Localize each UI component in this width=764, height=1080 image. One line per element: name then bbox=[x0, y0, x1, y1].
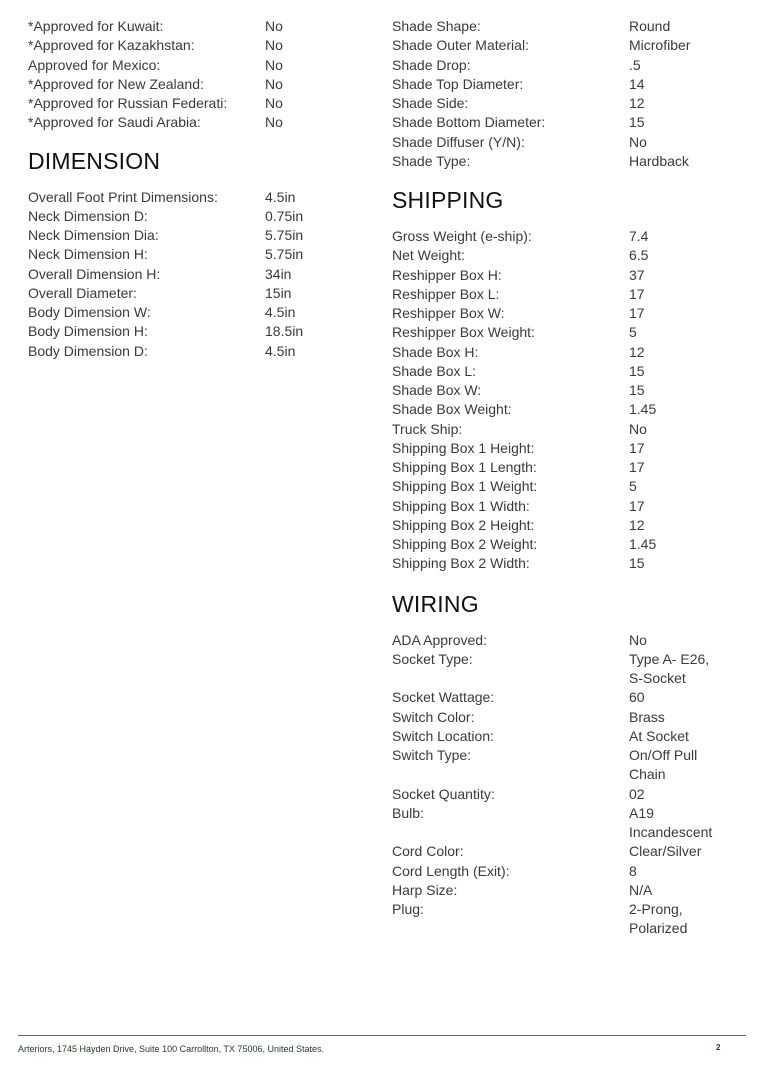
spec-label: Socket Type: bbox=[392, 650, 473, 667]
spec-row bbox=[392, 266, 742, 285]
spec-row bbox=[392, 516, 742, 535]
spec-value: 5 bbox=[629, 478, 637, 495]
spec-value: 17 bbox=[629, 305, 645, 321]
spec-value: 7.4 bbox=[629, 228, 649, 244]
spec-value: 02 bbox=[629, 785, 645, 802]
spec-row bbox=[392, 304, 742, 323]
spec-label: Reshipper Box Weight: bbox=[392, 324, 535, 341]
spec-value: 8 bbox=[629, 862, 637, 879]
wiring-list bbox=[392, 631, 742, 939]
spec-row bbox=[392, 842, 742, 861]
spec-value: On/Off Pull Chain bbox=[629, 747, 698, 783]
spec-label: Reshipper Box L: bbox=[392, 285, 500, 302]
spec-row bbox=[392, 881, 742, 900]
spec-label: Shade Side: bbox=[392, 95, 469, 111]
spec-row bbox=[392, 785, 742, 804]
spec-row bbox=[392, 631, 742, 650]
spec-value: No bbox=[265, 75, 283, 92]
spec-row bbox=[392, 862, 742, 881]
spec-value: No bbox=[265, 18, 283, 34]
spec-row bbox=[392, 727, 742, 746]
spec-value: 18.5in bbox=[265, 323, 304, 340]
spec-row bbox=[392, 75, 742, 94]
spec-row bbox=[392, 708, 742, 727]
spec-value: 15 bbox=[629, 382, 645, 398]
spec-label: Shade Shape: bbox=[392, 18, 481, 34]
spec-row bbox=[392, 535, 742, 554]
spec-label: Switch Type: bbox=[392, 747, 472, 763]
spec-row bbox=[392, 497, 742, 516]
spec-value: 15 bbox=[629, 555, 645, 572]
spec-value: 15 bbox=[629, 362, 645, 379]
spec-label: Shipping Box 2 Weight: bbox=[392, 536, 538, 552]
spec-label: Shipping Box 1 Height: bbox=[392, 439, 535, 456]
spec-label: Overall Dimension H: bbox=[28, 265, 161, 282]
spec-label: Shade Box W: bbox=[392, 382, 482, 398]
spec-row bbox=[28, 226, 368, 245]
spec-value: 0.75in bbox=[265, 207, 304, 224]
spec-row bbox=[392, 400, 742, 419]
spec-row bbox=[392, 420, 742, 439]
spec-value: 1.45 bbox=[629, 401, 657, 418]
spec-label: *Approved for Kuwait: bbox=[28, 18, 164, 34]
spec-row bbox=[392, 285, 742, 304]
spec-value: Hardback bbox=[629, 152, 689, 169]
spec-label: Overall Diameter: bbox=[28, 284, 137, 301]
spec-row bbox=[28, 322, 368, 341]
spec-label: Shade Diffuser (Y/N): bbox=[392, 133, 525, 150]
spec-label: Net Weight: bbox=[392, 247, 465, 264]
spec-label: Cord Length (Exit): bbox=[392, 862, 510, 879]
spec-row bbox=[392, 246, 742, 265]
spec-value: 34in bbox=[265, 265, 292, 282]
spec-row bbox=[392, 554, 742, 573]
spec-label: Socket Wattage: bbox=[392, 689, 495, 706]
spec-label: Reshipper Box H: bbox=[392, 266, 502, 283]
spec-label: Neck Dimension Dia: bbox=[28, 227, 159, 243]
spec-row bbox=[392, 650, 742, 689]
spec-row bbox=[28, 17, 368, 36]
spec-row bbox=[392, 688, 742, 707]
spec-value: At Socket bbox=[629, 727, 689, 744]
spec-value: 6.5 bbox=[629, 247, 649, 264]
spec-label: Shade Outer Material: bbox=[392, 37, 529, 54]
spec-value: 5.75in bbox=[265, 246, 304, 263]
spec-value: Brass bbox=[629, 708, 665, 725]
spec-row bbox=[28, 188, 368, 207]
spec-row bbox=[28, 245, 368, 264]
spec-label: *Approved for Kazakhstan: bbox=[28, 37, 195, 54]
right-column bbox=[392, 17, 742, 939]
spec-label: Shipping Box 2 Height: bbox=[392, 516, 535, 533]
spec-label: Shade Top Diameter: bbox=[392, 75, 524, 92]
spec-label: Shade Drop: bbox=[392, 56, 471, 73]
shipping-list bbox=[392, 227, 742, 574]
approvals-list bbox=[28, 17, 368, 133]
spec-row bbox=[28, 94, 368, 113]
dimension-list bbox=[28, 188, 368, 361]
left-column bbox=[28, 17, 368, 361]
spec-row bbox=[392, 113, 742, 132]
spec-label: Plug: bbox=[392, 901, 424, 917]
spec-label: Switch Location: bbox=[392, 727, 494, 744]
shade-list bbox=[392, 17, 742, 171]
spec-label: Shade Box H: bbox=[392, 343, 479, 360]
spec-value: Round bbox=[629, 18, 671, 34]
spec-value: 17 bbox=[629, 285, 645, 302]
spec-value: A19 Incandescent bbox=[629, 804, 713, 840]
spec-row bbox=[392, 133, 742, 152]
dimension-heading: DIMENSION bbox=[28, 147, 161, 174]
spec-row bbox=[392, 17, 742, 36]
spec-label: Shade Type: bbox=[392, 152, 471, 169]
spec-label: Body Dimension W: bbox=[28, 304, 151, 320]
spec-label: Shipping Box 1 Length: bbox=[392, 459, 537, 475]
spec-value: No bbox=[265, 56, 283, 73]
spec-label: Gross Weight (e-ship): bbox=[392, 228, 532, 244]
spec-label: Bulb: bbox=[392, 804, 424, 821]
spec-value: 12 bbox=[629, 343, 645, 360]
spec-value: Clear/Silver bbox=[629, 843, 702, 860]
spec-label: Truck Ship: bbox=[392, 420, 463, 437]
footer-divider bbox=[18, 1035, 746, 1036]
spec-value: 2-Prong, Polarized bbox=[629, 901, 688, 937]
spec-label: Shade Bottom Diameter: bbox=[392, 114, 546, 131]
shipping-heading: SHIPPING bbox=[392, 187, 504, 213]
spec-row bbox=[392, 343, 742, 362]
spec-value: 17 bbox=[629, 497, 645, 514]
spec-label: Harp Size: bbox=[392, 881, 458, 898]
spec-row bbox=[392, 94, 742, 113]
spec-value: N/A bbox=[629, 881, 653, 898]
wiring-heading: WIRING bbox=[392, 590, 479, 617]
spec-row bbox=[28, 75, 368, 94]
spec-row bbox=[392, 477, 742, 496]
page-number: 2 bbox=[716, 1043, 721, 1052]
spec-row bbox=[392, 323, 742, 342]
spec-value: 15in bbox=[265, 284, 292, 301]
spec-row bbox=[28, 342, 368, 361]
spec-label: Body Dimension D: bbox=[28, 342, 148, 359]
spec-row bbox=[392, 152, 742, 171]
spec-value: 17 bbox=[629, 439, 645, 456]
spec-value: 12 bbox=[629, 95, 645, 111]
spec-row bbox=[392, 227, 742, 246]
spec-row bbox=[28, 284, 368, 303]
spec-label: Shade Box Weight: bbox=[392, 401, 512, 418]
spec-row bbox=[392, 900, 742, 939]
spec-label: Overall Foot Print Dimensions: bbox=[28, 188, 218, 205]
spec-value: Type A- E26, S-Socket bbox=[629, 650, 710, 686]
spec-value: No bbox=[265, 95, 283, 111]
spec-value: 60 bbox=[629, 689, 645, 706]
spec-label: ADA Approved: bbox=[392, 631, 487, 648]
spec-row bbox=[392, 439, 742, 458]
spec-value: 1.45 bbox=[629, 536, 657, 552]
spec-label: *Approved for New Zealand: bbox=[28, 75, 204, 92]
spec-row bbox=[392, 56, 742, 75]
spec-row bbox=[392, 36, 742, 55]
spec-label: Shade Box L: bbox=[392, 362, 477, 379]
spec-value: 4.5in bbox=[265, 188, 296, 205]
spec-value: No bbox=[629, 133, 647, 150]
spec-label: Approved for Mexico: bbox=[28, 56, 161, 73]
spec-value: No bbox=[629, 420, 647, 437]
spec-row bbox=[28, 56, 368, 75]
spec-value: No bbox=[629, 631, 647, 648]
spec-value: 14 bbox=[629, 75, 645, 92]
spec-value: 37 bbox=[629, 266, 645, 283]
spec-row bbox=[28, 36, 368, 55]
spec-label: *Approved for Saudi Arabia: bbox=[28, 114, 201, 131]
spec-label: Body Dimension H: bbox=[28, 323, 148, 340]
spec-label: Socket Quantity: bbox=[392, 785, 495, 802]
spec-label: Neck Dimension D: bbox=[28, 207, 148, 224]
spec-value: 17 bbox=[629, 459, 645, 475]
spec-label: Neck Dimension H: bbox=[28, 246, 148, 263]
spec-label: Switch Color: bbox=[392, 708, 475, 725]
spec-value: Microfiber bbox=[629, 37, 691, 54]
spec-row bbox=[28, 265, 368, 284]
spec-row bbox=[392, 458, 742, 477]
spec-row bbox=[392, 746, 742, 785]
footer-address: Arteriors, 1745 Hayden Drive, Suite 100 Carrollton, TX 75006, United States. bbox=[18, 1044, 324, 1054]
spec-label: Reshipper Box W: bbox=[392, 305, 505, 321]
spec-value: .5 bbox=[629, 56, 641, 73]
spec-label: *Approved for Russian Federati: bbox=[28, 95, 228, 111]
spec-label: Shipping Box 1 Weight: bbox=[392, 478, 538, 495]
spec-row bbox=[28, 207, 368, 226]
spec-value: 5 bbox=[629, 324, 637, 341]
spec-row bbox=[392, 362, 742, 381]
spec-value: 15 bbox=[629, 114, 645, 131]
spec-row bbox=[392, 804, 742, 843]
spec-value: 5.75in bbox=[265, 227, 304, 243]
spec-row bbox=[28, 113, 368, 132]
spec-label: Cord Color: bbox=[392, 843, 464, 860]
spec-row bbox=[392, 381, 742, 400]
spec-value: 12 bbox=[629, 516, 645, 533]
spec-value: 4.5in bbox=[265, 304, 296, 320]
spec-row bbox=[28, 303, 368, 322]
spec-value: No bbox=[265, 37, 283, 54]
spec-value: No bbox=[265, 114, 283, 131]
spec-value: 4.5in bbox=[265, 342, 296, 359]
spec-label: Shipping Box 2 Width: bbox=[392, 555, 530, 572]
spec-label: Shipping Box 1 Width: bbox=[392, 497, 530, 514]
